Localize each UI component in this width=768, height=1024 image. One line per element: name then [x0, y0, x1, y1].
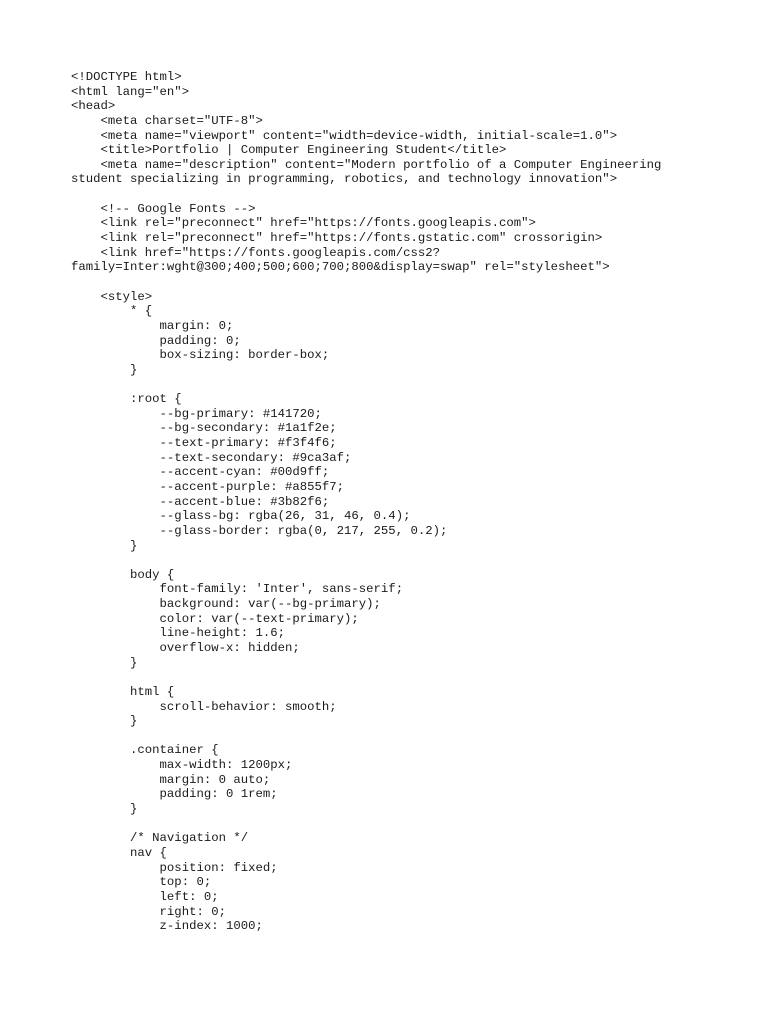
code-line: }: [71, 802, 138, 817]
code-line: }: [71, 362, 138, 377]
code-line: :root {: [71, 392, 182, 407]
code-line: nav {: [71, 845, 167, 860]
code-line: body {: [71, 567, 175, 582]
code-line: <link href="https://fonts.googleapis.com/css2?: [71, 245, 440, 260]
code-line: --bg-secondary: #1a1f2e;: [71, 421, 337, 436]
code-line: <meta name="description" content="Modern portfolio of a Computer Engineering: [71, 157, 662, 172]
code-line: color: var(--text-primary);: [71, 611, 359, 626]
code-line: student specializing in programming, robotics, and technology innovation">: [71, 172, 618, 187]
code-line: [71, 553, 751, 568]
code-line: --glass-border: rgba(0, 217, 255, 0.2);: [71, 523, 448, 538]
code-line: .container {: [71, 743, 219, 758]
code-line: padding: 0 1rem;: [71, 787, 278, 802]
code-line: --accent-purple: #a855f7;: [71, 479, 345, 494]
code-document: [71, 70, 751, 934]
code-line: overflow-x: hidden;: [71, 640, 300, 655]
code-line: max-width: 1200px;: [71, 758, 293, 773]
code-line: <style>: [71, 289, 153, 304]
code-line: <!DOCTYPE html>: [71, 70, 182, 84]
code-line: * {: [71, 304, 153, 319]
code-line: right: 0;: [71, 904, 226, 919]
code-line: [71, 187, 751, 202]
code-line: [71, 275, 751, 290]
code-line: <link rel="preconnect" href="https://fonts.googleapis.com">: [71, 216, 536, 231]
code-line: <meta name="viewport" content="width=device-width, initial-scale=1.0">: [71, 128, 618, 143]
code-line: position: fixed;: [71, 860, 278, 875]
code-line: left: 0;: [71, 889, 219, 904]
code-line: [71, 817, 751, 832]
code-line: <!-- Google Fonts -->: [71, 201, 256, 216]
code-line: --accent-cyan: #00d9ff;: [71, 465, 330, 480]
code-line: --accent-blue: #3b82f6;: [71, 494, 330, 509]
code-line: line-height: 1.6;: [71, 626, 286, 641]
code-line: --bg-primary: #141720;: [71, 406, 322, 421]
code-line: }: [71, 714, 138, 729]
code-line: family=Inter:wght@300;400;500;600;700;800&display=swap" rel="stylesheet">: [71, 260, 610, 275]
code-line: <head>: [71, 99, 116, 114]
code-line: }: [71, 538, 138, 553]
code-line: <link rel="preconnect" href="https://fonts.gstatic.com" crossorigin>: [71, 231, 603, 246]
code-line: <html lang="en">: [71, 84, 190, 99]
code-line: html {: [71, 684, 175, 699]
code-line: margin: 0;: [71, 318, 234, 333]
code-line: [71, 377, 751, 392]
code-line: padding: 0;: [71, 333, 241, 348]
code-line: /* Navigation */: [71, 831, 249, 846]
code-line: <meta charset="UTF-8">: [71, 113, 263, 128]
code-line: font-family: 'Inter', sans-serif;: [71, 582, 404, 597]
code-line: scroll-behavior: smooth;: [71, 699, 337, 714]
code-line: top: 0;: [71, 875, 212, 890]
code-line: [71, 729, 751, 744]
code-line: z-index: 1000;: [71, 919, 263, 934]
code-line: box-sizing: border-box;: [71, 348, 330, 363]
code-line: --text-primary: #f3f4f6;: [71, 436, 337, 451]
code-line: <title>Portfolio | Computer Engineering Student</title>: [71, 143, 507, 158]
code-line: }: [71, 655, 138, 670]
code-line: --glass-bg: rgba(26, 31, 46, 0.4);: [71, 509, 411, 524]
code-line: --text-secondary: #9ca3af;: [71, 450, 352, 465]
code-line: [71, 670, 751, 685]
code-line: margin: 0 auto;: [71, 772, 271, 787]
code-line: background: var(--bg-primary);: [71, 597, 381, 612]
